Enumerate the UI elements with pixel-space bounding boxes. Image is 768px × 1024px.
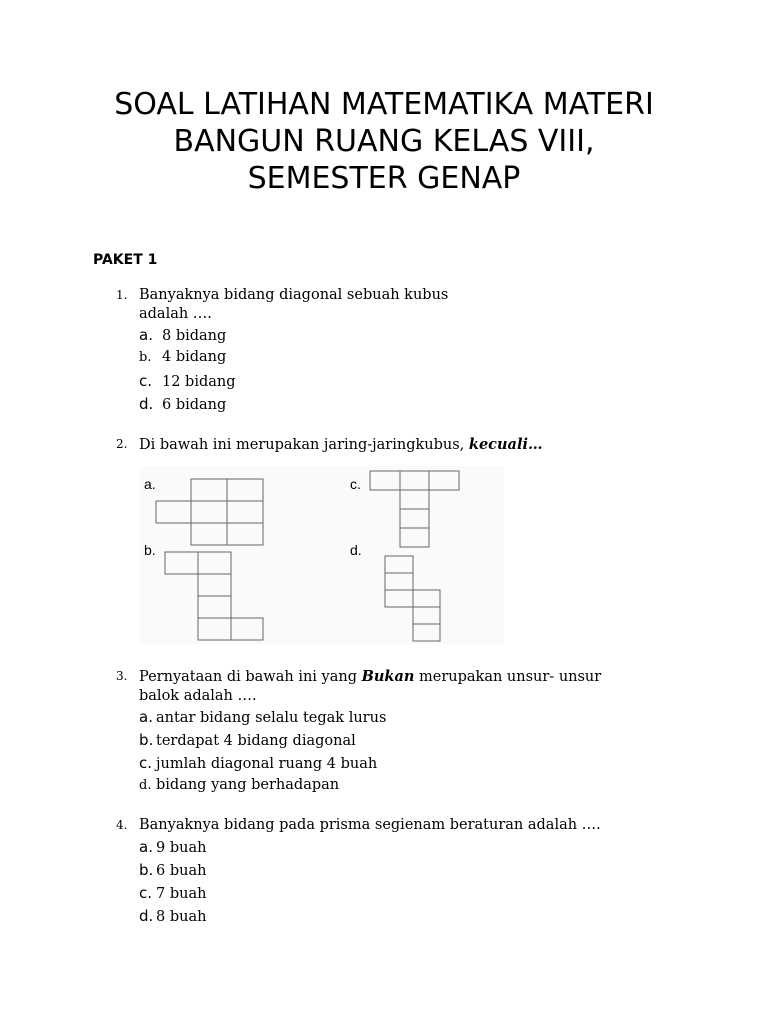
section-heading: PAKET 1 <box>93 252 158 268</box>
question-number: 3. <box>116 669 128 683</box>
option-letter: d. <box>139 907 154 925</box>
option-text: 8 buah <box>156 909 207 925</box>
option-letter: c. <box>139 884 153 902</box>
option-letter: d. <box>139 395 154 413</box>
question-text: Banyaknya bidang pada prisma segienam beraturan adalah …. <box>139 817 601 833</box>
option-b <box>139 861 206 879</box>
question-text-line: balok adalah …. <box>139 688 257 704</box>
question-text-plain: Di bawah ini merupakan jaring-jaringkubus, <box>139 437 469 453</box>
net-label-a: a. <box>144 476 156 492</box>
option-text: terdapat 4 bidang diagonal <box>156 733 356 749</box>
option-letter: b. <box>139 350 152 365</box>
question-text <box>139 286 659 324</box>
option-b <box>139 731 356 749</box>
option-text: 6 buah <box>156 863 207 879</box>
option-letter: b. <box>139 731 154 749</box>
option-c <box>139 754 377 772</box>
option-letter: b. <box>139 861 154 879</box>
option-a <box>139 708 386 726</box>
option-text: antar bidang selalu tegak lurus <box>156 710 387 726</box>
title-line-1: SOAL LATIHAN MATEMATIKA MATERI <box>114 87 654 122</box>
option-text: 6 bidang <box>162 397 227 413</box>
cube-nets-svg <box>140 466 504 644</box>
option-d <box>139 395 226 413</box>
option-d <box>139 777 339 793</box>
question-text-line: Banyaknya bidang diagonal sebuah kubus <box>139 287 449 303</box>
option-text: 12 bidang <box>162 374 236 390</box>
question-text-line <box>139 667 659 687</box>
option-c <box>139 372 236 390</box>
option-text: 7 buah <box>156 886 207 902</box>
option-b <box>139 349 226 365</box>
option-letter: c. <box>139 754 153 772</box>
net-label-c: c. <box>350 476 361 492</box>
question-number: 1. <box>116 288 128 302</box>
question-number: 4. <box>116 818 128 832</box>
option-d <box>139 907 206 925</box>
question-number: 2. <box>116 437 128 451</box>
option-letter: a. <box>139 326 153 344</box>
option-text: 9 buah <box>156 840 207 856</box>
question-text-plain: Pernyataan di bawah ini yang <box>139 669 362 685</box>
option-letter: a. <box>139 838 153 856</box>
document-title <box>60 86 708 197</box>
question-text <box>139 435 659 455</box>
option-text: bidang yang berhadapan <box>156 777 340 793</box>
option-text: jumlah diagonal ruang 4 buah <box>156 756 378 772</box>
option-a <box>139 838 206 856</box>
question-text-plain: merupakan unsur- unsur <box>414 669 602 685</box>
title-line-3: SEMESTER GENAP <box>247 161 521 196</box>
option-letter: d. <box>139 778 152 793</box>
question-text-emphasis: Bukan <box>361 668 415 685</box>
option-letter: a. <box>139 708 153 726</box>
figure-background <box>140 466 504 644</box>
net-label-d: d. <box>350 542 362 558</box>
question-text <box>139 667 659 706</box>
question-text-line: adalah …. <box>139 306 212 322</box>
option-c <box>139 884 206 902</box>
question-text-emphasis: kecuali… <box>468 436 543 453</box>
title-line-2: BANGUN RUANG KELAS VIII, <box>173 124 595 159</box>
net-label-b: b. <box>144 542 156 558</box>
option-text: 4 bidang <box>162 349 227 365</box>
option-letter: c. <box>139 372 153 390</box>
option-a <box>139 326 226 344</box>
cube-nets-figure <box>140 466 504 644</box>
option-text: 8 bidang <box>162 328 227 344</box>
